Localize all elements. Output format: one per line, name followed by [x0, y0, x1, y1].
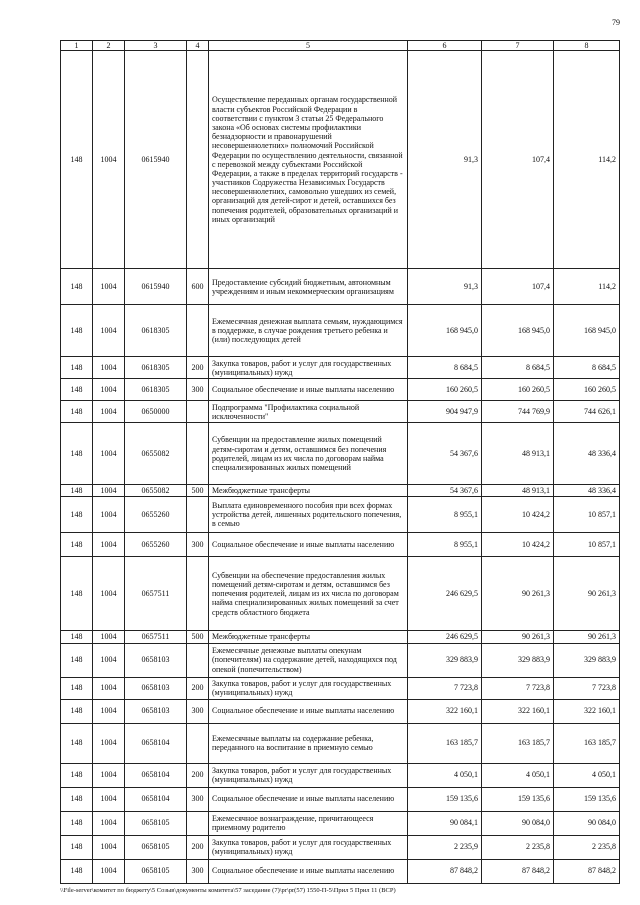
- cell-value-col6: 329 883,9: [408, 643, 482, 677]
- page-number: 79: [612, 18, 620, 27]
- cell-description: Ежемесячное вознаграждение, причитающееся приемному родителю: [209, 811, 408, 835]
- cell-value-col6: 160 260,5: [408, 379, 482, 401]
- cell-value-col7: 90 084,0: [482, 811, 554, 835]
- table-row: [61, 763, 620, 787]
- cell-target-article: 0618305: [125, 379, 187, 401]
- cell-description: Социальное обеспечение и иные выплаты населению: [209, 787, 408, 811]
- cell-value-col6: 54 367,6: [408, 423, 482, 485]
- cell-target-article: 0618305: [125, 357, 187, 379]
- column-header: 5: [209, 41, 408, 51]
- file-path-footer: \\File-server\комитет по бюджету\5 Созыв\документы комитета\57 заседание (7)\pr\pr(57) 1550-П-5\Прил 5 Прил 11 (ВСР): [60, 887, 396, 894]
- cell-section: 1004: [93, 423, 125, 485]
- table-row: [61, 835, 620, 859]
- cell-expense-type: [187, 643, 209, 677]
- cell-description: Межбюджетные трансферты: [209, 485, 408, 497]
- cell-value-col8: 114,2: [554, 51, 620, 269]
- column-header: 7: [482, 41, 554, 51]
- cell-description: Предоставление субсидий бюджетным, автономным учреждениям и иным некоммерческим организациям: [209, 269, 408, 305]
- cell-expense-type: [187, 51, 209, 269]
- cell-description: Субвенции на обеспечение предоставления жилых помещений детям-сиротам и детям, оставшимся без попечения родителей, лицам из их числа по договорам найма специализированных жилых помещений за счет средств областного бюджета: [209, 557, 408, 631]
- cell-value-col7: 90 261,3: [482, 631, 554, 643]
- table-row: [61, 401, 620, 423]
- cell-value-col7: 163 185,7: [482, 723, 554, 763]
- cell-description: Ежемесячные выплаты на содержание ребенка, переданного на воспитание в приемную семью: [209, 723, 408, 763]
- cell-value-col6: 91,3: [408, 51, 482, 269]
- cell-description: Закупка товаров, работ и услуг для государственных (муниципальных) нужд: [209, 763, 408, 787]
- cell-kvsr: 148: [61, 677, 93, 699]
- cell-expense-type: [187, 423, 209, 485]
- cell-value-col8: 2 235,8: [554, 835, 620, 859]
- header-row: [61, 41, 620, 51]
- cell-kvsr: 148: [61, 269, 93, 305]
- cell-value-col6: 91,3: [408, 269, 482, 305]
- cell-value-col8: 114,2: [554, 269, 620, 305]
- cell-value-col7: 744 769,9: [482, 401, 554, 423]
- cell-expense-type: [187, 811, 209, 835]
- table-row: [61, 811, 620, 835]
- cell-section: 1004: [93, 835, 125, 859]
- cell-target-article: 0655082: [125, 485, 187, 497]
- cell-section: 1004: [93, 763, 125, 787]
- cell-expense-type: 300: [187, 787, 209, 811]
- cell-section: 1004: [93, 379, 125, 401]
- cell-description: Закупка товаров, работ и услуг для государственных (муниципальных) нужд: [209, 677, 408, 699]
- cell-section: 1004: [93, 497, 125, 533]
- cell-target-article: 0615940: [125, 51, 187, 269]
- cell-description: Выплата единовременного пособия при всех формах устройства детей, лишенных родительского попечения, в семью: [209, 497, 408, 533]
- cell-kvsr: 148: [61, 787, 93, 811]
- cell-kvsr: 148: [61, 401, 93, 423]
- cell-section: 1004: [93, 643, 125, 677]
- cell-value-col6: 159 135,6: [408, 787, 482, 811]
- cell-kvsr: 148: [61, 485, 93, 497]
- cell-value-col6: 90 084,1: [408, 811, 482, 835]
- cell-expense-type: 300: [187, 859, 209, 883]
- cell-value-col8: 8 684,5: [554, 357, 620, 379]
- cell-description: Социальное обеспечение и иные выплаты населению: [209, 533, 408, 557]
- cell-target-article: 0658105: [125, 859, 187, 883]
- column-header: 1: [61, 41, 93, 51]
- cell-value-col6: 163 185,7: [408, 723, 482, 763]
- cell-value-col7: 10 424,2: [482, 497, 554, 533]
- cell-value-col7: 10 424,2: [482, 533, 554, 557]
- cell-description: Ежемесячная денежная выплата семьям, нуждающимся в поддержке, в случае рождения третьего ребенка и (или) последующих детей: [209, 305, 408, 357]
- cell-value-col7: 107,4: [482, 51, 554, 269]
- cell-expense-type: 200: [187, 677, 209, 699]
- cell-expense-type: [187, 723, 209, 763]
- cell-value-col7: 159 135,6: [482, 787, 554, 811]
- cell-section: 1004: [93, 677, 125, 699]
- cell-description: Социальное обеспечение и иные выплаты населению: [209, 699, 408, 723]
- cell-target-article: 0658104: [125, 723, 187, 763]
- cell-kvsr: 148: [61, 305, 93, 357]
- cell-target-article: 0658105: [125, 835, 187, 859]
- cell-value-col8: 4 050,1: [554, 763, 620, 787]
- cell-value-col8: 87 848,2: [554, 859, 620, 883]
- cell-section: 1004: [93, 357, 125, 379]
- cell-value-col7: 107,4: [482, 269, 554, 305]
- cell-section: 1004: [93, 859, 125, 883]
- table-row: [61, 379, 620, 401]
- cell-value-col8: 159 135,6: [554, 787, 620, 811]
- cell-value-col7: 4 050,1: [482, 763, 554, 787]
- column-header: 4: [187, 41, 209, 51]
- table-row: [61, 497, 620, 533]
- cell-value-col8: 10 857,1: [554, 497, 620, 533]
- cell-target-article: 0615940: [125, 269, 187, 305]
- cell-kvsr: 148: [61, 631, 93, 643]
- cell-expense-type: 500: [187, 485, 209, 497]
- cell-value-col6: 168 945,0: [408, 305, 482, 357]
- cell-kvsr: 148: [61, 699, 93, 723]
- cell-target-article: 0657511: [125, 631, 187, 643]
- cell-section: 1004: [93, 787, 125, 811]
- cell-value-col6: 8 684,5: [408, 357, 482, 379]
- cell-value-col6: 87 848,2: [408, 859, 482, 883]
- cell-target-article: 0655260: [125, 497, 187, 533]
- table-row: [61, 423, 620, 485]
- cell-value-col6: 54 367,6: [408, 485, 482, 497]
- table-row: [61, 305, 620, 357]
- cell-section: 1004: [93, 401, 125, 423]
- cell-target-article: 0658104: [125, 787, 187, 811]
- cell-kvsr: 148: [61, 763, 93, 787]
- table-row: [61, 357, 620, 379]
- cell-value-col7: 90 261,3: [482, 557, 554, 631]
- cell-expense-type: [187, 557, 209, 631]
- cell-section: 1004: [93, 723, 125, 763]
- cell-expense-type: [187, 305, 209, 357]
- cell-kvsr: 148: [61, 379, 93, 401]
- cell-value-col6: 322 160,1: [408, 699, 482, 723]
- cell-value-col8: 168 945,0: [554, 305, 620, 357]
- cell-section: 1004: [93, 533, 125, 557]
- cell-section: 1004: [93, 269, 125, 305]
- cell-value-col6: 7 723,8: [408, 677, 482, 699]
- cell-value-col6: 8 955,1: [408, 533, 482, 557]
- cell-target-article: 0658103: [125, 643, 187, 677]
- cell-value-col8: 329 883,9: [554, 643, 620, 677]
- cell-value-col8: 160 260,5: [554, 379, 620, 401]
- cell-value-col6: 246 629,5: [408, 557, 482, 631]
- cell-expense-type: 300: [187, 379, 209, 401]
- cell-section: 1004: [93, 557, 125, 631]
- cell-value-col7: 7 723,8: [482, 677, 554, 699]
- table-row: [61, 51, 620, 269]
- cell-expense-type: [187, 401, 209, 423]
- budget-table: [60, 40, 620, 884]
- column-header: 2: [93, 41, 125, 51]
- cell-target-article: 0655260: [125, 533, 187, 557]
- cell-kvsr: 148: [61, 859, 93, 883]
- cell-value-col8: 90 084,0: [554, 811, 620, 835]
- cell-value-col7: 8 684,5: [482, 357, 554, 379]
- cell-section: 1004: [93, 811, 125, 835]
- table-row: [61, 859, 620, 883]
- cell-kvsr: 148: [61, 357, 93, 379]
- cell-kvsr: 148: [61, 811, 93, 835]
- cell-description: Закупка товаров, работ и услуг для государственных (муниципальных) нужд: [209, 835, 408, 859]
- table-row: [61, 533, 620, 557]
- cell-expense-type: 300: [187, 533, 209, 557]
- cell-description: Осуществление переданных органам государственной власти субъектов Российской Федерации в соответствии с пунктом 3 статьи 25 Федерального закона «Об основах системы профилактики безнадзорности и правонарушений несовершеннолетних» полномочий Российской Федерации по осуществлению деятельности, связанной с перевозкой между субъектами Российской Федерации, а также в пределах территорий государств - участников Содружества Независимых Государств несовершеннолетних, самовольно ушедших из семей, организаций для детей-сирот и детей, оставшихся без попечения родителей, образовательных организаций и иных организаций: [209, 51, 408, 269]
- cell-value-col8: 322 160,1: [554, 699, 620, 723]
- cell-value-col7: 2 235,8: [482, 835, 554, 859]
- cell-section: 1004: [93, 305, 125, 357]
- table-row: [61, 485, 620, 497]
- cell-value-col6: 8 955,1: [408, 497, 482, 533]
- table-row: [61, 631, 620, 643]
- cell-kvsr: 148: [61, 557, 93, 631]
- column-header: 3: [125, 41, 187, 51]
- cell-target-article: 0658103: [125, 699, 187, 723]
- cell-value-col7: 322 160,1: [482, 699, 554, 723]
- cell-value-col7: 48 913,1: [482, 485, 554, 497]
- cell-value-col7: 329 883,9: [482, 643, 554, 677]
- cell-expense-type: 200: [187, 835, 209, 859]
- cell-description: Межбюджетные трансферты: [209, 631, 408, 643]
- table-row: [61, 557, 620, 631]
- cell-value-col8: 10 857,1: [554, 533, 620, 557]
- cell-value-col6: 246 629,5: [408, 631, 482, 643]
- cell-value-col7: 160 260,5: [482, 379, 554, 401]
- cell-value-col8: 90 261,3: [554, 557, 620, 631]
- cell-value-col8: 90 261,3: [554, 631, 620, 643]
- cell-value-col6: 904 947,9: [408, 401, 482, 423]
- cell-value-col7: 168 945,0: [482, 305, 554, 357]
- cell-expense-type: 500: [187, 631, 209, 643]
- cell-expense-type: 200: [187, 357, 209, 379]
- cell-expense-type: 300: [187, 699, 209, 723]
- cell-target-article: 0655082: [125, 423, 187, 485]
- table-row: [61, 699, 620, 723]
- table-row: [61, 677, 620, 699]
- cell-value-col8: 744 626,1: [554, 401, 620, 423]
- cell-target-article: 0657511: [125, 557, 187, 631]
- cell-section: 1004: [93, 699, 125, 723]
- cell-value-col6: 4 050,1: [408, 763, 482, 787]
- cell-expense-type: [187, 497, 209, 533]
- cell-kvsr: 148: [61, 423, 93, 485]
- cell-expense-type: 200: [187, 763, 209, 787]
- cell-kvsr: 148: [61, 643, 93, 677]
- cell-description: Социальное обеспечение и иные выплаты населению: [209, 379, 408, 401]
- cell-value-col8: 48 336,4: [554, 423, 620, 485]
- table-row: [61, 269, 620, 305]
- table-row: [61, 723, 620, 763]
- cell-value-col8: 163 185,7: [554, 723, 620, 763]
- cell-description: Субвенции на предоставление жилых помещений детям-сиротам и детям, оставшимся без попечения родителей, лицам из их числа по договорам найма специализированных жилых помещений: [209, 423, 408, 485]
- cell-target-article: 0618305: [125, 305, 187, 357]
- cell-value-col7: 87 848,2: [482, 859, 554, 883]
- cell-kvsr: 148: [61, 835, 93, 859]
- cell-section: 1004: [93, 485, 125, 497]
- table-row: [61, 643, 620, 677]
- cell-target-article: 0658105: [125, 811, 187, 835]
- cell-target-article: 0658103: [125, 677, 187, 699]
- column-header: 8: [554, 41, 620, 51]
- cell-target-article: 0650000: [125, 401, 187, 423]
- cell-kvsr: 148: [61, 497, 93, 533]
- cell-value-col6: 2 235,9: [408, 835, 482, 859]
- cell-kvsr: 148: [61, 533, 93, 557]
- cell-description: Закупка товаров, работ и услуг для государственных (муниципальных) нужд: [209, 357, 408, 379]
- table-row: [61, 787, 620, 811]
- cell-description: Подпрограмма "Профилактика социальной исключенности": [209, 401, 408, 423]
- cell-expense-type: 600: [187, 269, 209, 305]
- cell-target-article: 0658104: [125, 763, 187, 787]
- cell-value-col7: 48 913,1: [482, 423, 554, 485]
- cell-value-col8: 7 723,8: [554, 677, 620, 699]
- cell-section: 1004: [93, 631, 125, 643]
- cell-kvsr: 148: [61, 51, 93, 269]
- column-header: 6: [408, 41, 482, 51]
- cell-kvsr: 148: [61, 723, 93, 763]
- cell-value-col8: 48 336,4: [554, 485, 620, 497]
- cell-description: Социальное обеспечение и иные выплаты населению: [209, 859, 408, 883]
- cell-section: 1004: [93, 51, 125, 269]
- cell-description: Ежемесячные денежные выплаты опекунам (попечителям) на содержание детей, находящихся под опекой (попечительством): [209, 643, 408, 677]
